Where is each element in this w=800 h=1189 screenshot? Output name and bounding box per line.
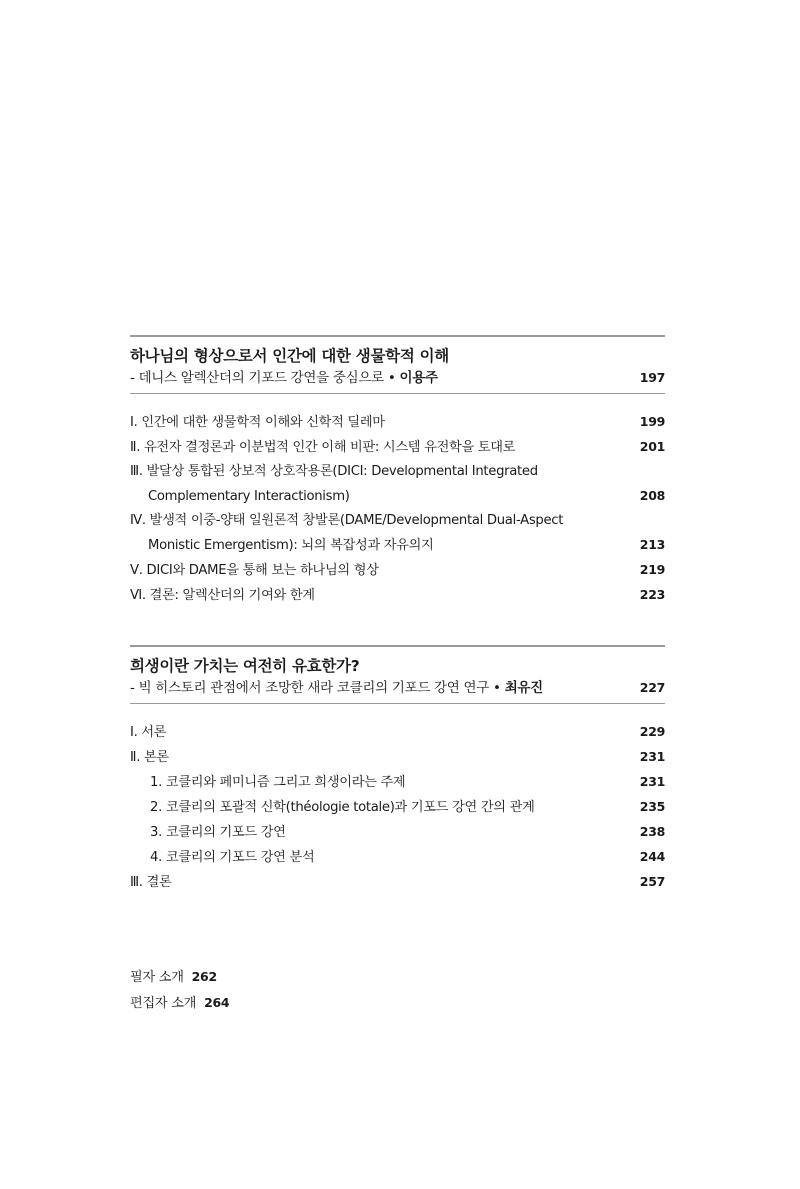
- toc-item-continuation[interactable]: Complementary Interactionism) 208: [148, 488, 665, 504]
- toc-subitem[interactable]: 3. 코클리의 기포드 강연 238: [150, 824, 665, 840]
- toc-item[interactable]: Ⅵ. 결론: 알렉산더의 기여와 한계 223: [130, 587, 665, 603]
- author-name: 이용주: [399, 370, 438, 386]
- toc-list: [130, 410, 665, 608]
- divider: [130, 393, 665, 394]
- toc-item-continuation[interactable]: Monistic Emergentism): 뇌의 복잡성과 자유의지 213: [148, 537, 665, 553]
- page-number: 197: [639, 370, 665, 385]
- toc-subitem[interactable]: 2. 코클리의 포괄적 신학(théologie totale)과 기포드 강연 간의 관계 235: [150, 799, 665, 815]
- appendix-list: [130, 964, 229, 1016]
- toc-item[interactable]: Ⅲ. 발달상 통합된 상보적 상호작용론(DICI: Developmental Integrated: [130, 464, 538, 479]
- toc-item[interactable]: Ⅱ. 본론 231: [130, 749, 665, 765]
- author-name: 최유진: [504, 680, 543, 696]
- article-subtitle: - 빅 히스토리 관점에서 조망한 새라 코클리의 기포드 강연 연구 • 최유진: [130, 680, 543, 696]
- article-subtitle-row: [130, 367, 665, 393]
- toc-subitem[interactable]: 4. 코클리의 기포드 강연 분석 244: [150, 849, 665, 865]
- toc-item[interactable]: Ⅱ. 유전자 결정론과 이분법적 인간 이해 비판: 시스템 유전학을 토대로 201: [130, 439, 665, 455]
- article-2: [130, 645, 665, 895]
- toc-subitem[interactable]: 1. 코클리와 페미니즘 그리고 희생이라는 주제 231: [150, 774, 665, 790]
- article-1: [130, 335, 665, 608]
- appendix-item[interactable]: 편집자 소개 264: [130, 995, 230, 1011]
- toc-item[interactable]: Ⅲ. 결론 257: [130, 874, 665, 890]
- article-subtitle-row: [130, 677, 665, 703]
- article-title: 하나님의 형상으로서 인간에 대한 생물학적 이해: [130, 347, 449, 365]
- toc-item[interactable]: Ⅴ. DICI와 DAME을 통해 보는 하나님의 형상 219: [130, 562, 665, 578]
- appendix-item[interactable]: 필자 소개 262: [130, 969, 217, 985]
- toc-item[interactable]: Ⅰ. 인간에 대한 생물학적 이해와 신학적 딜레마 199: [130, 414, 665, 430]
- divider: [130, 703, 665, 704]
- article-subtitle: - 데니스 알렉산더의 기포드 강연을 중심으로 • 이용주: [130, 370, 438, 386]
- article-title: 희생이란 가치는 여전히 유효한가?: [130, 657, 360, 675]
- toc-list: [130, 720, 665, 895]
- toc-item[interactable]: Ⅰ. 서론 229: [130, 724, 665, 740]
- toc-item[interactable]: Ⅳ. 발생적 이중-양태 일원론적 창발론(DAME/Developmental Dual-Aspect: [130, 513, 564, 528]
- page-number: 227: [639, 680, 665, 695]
